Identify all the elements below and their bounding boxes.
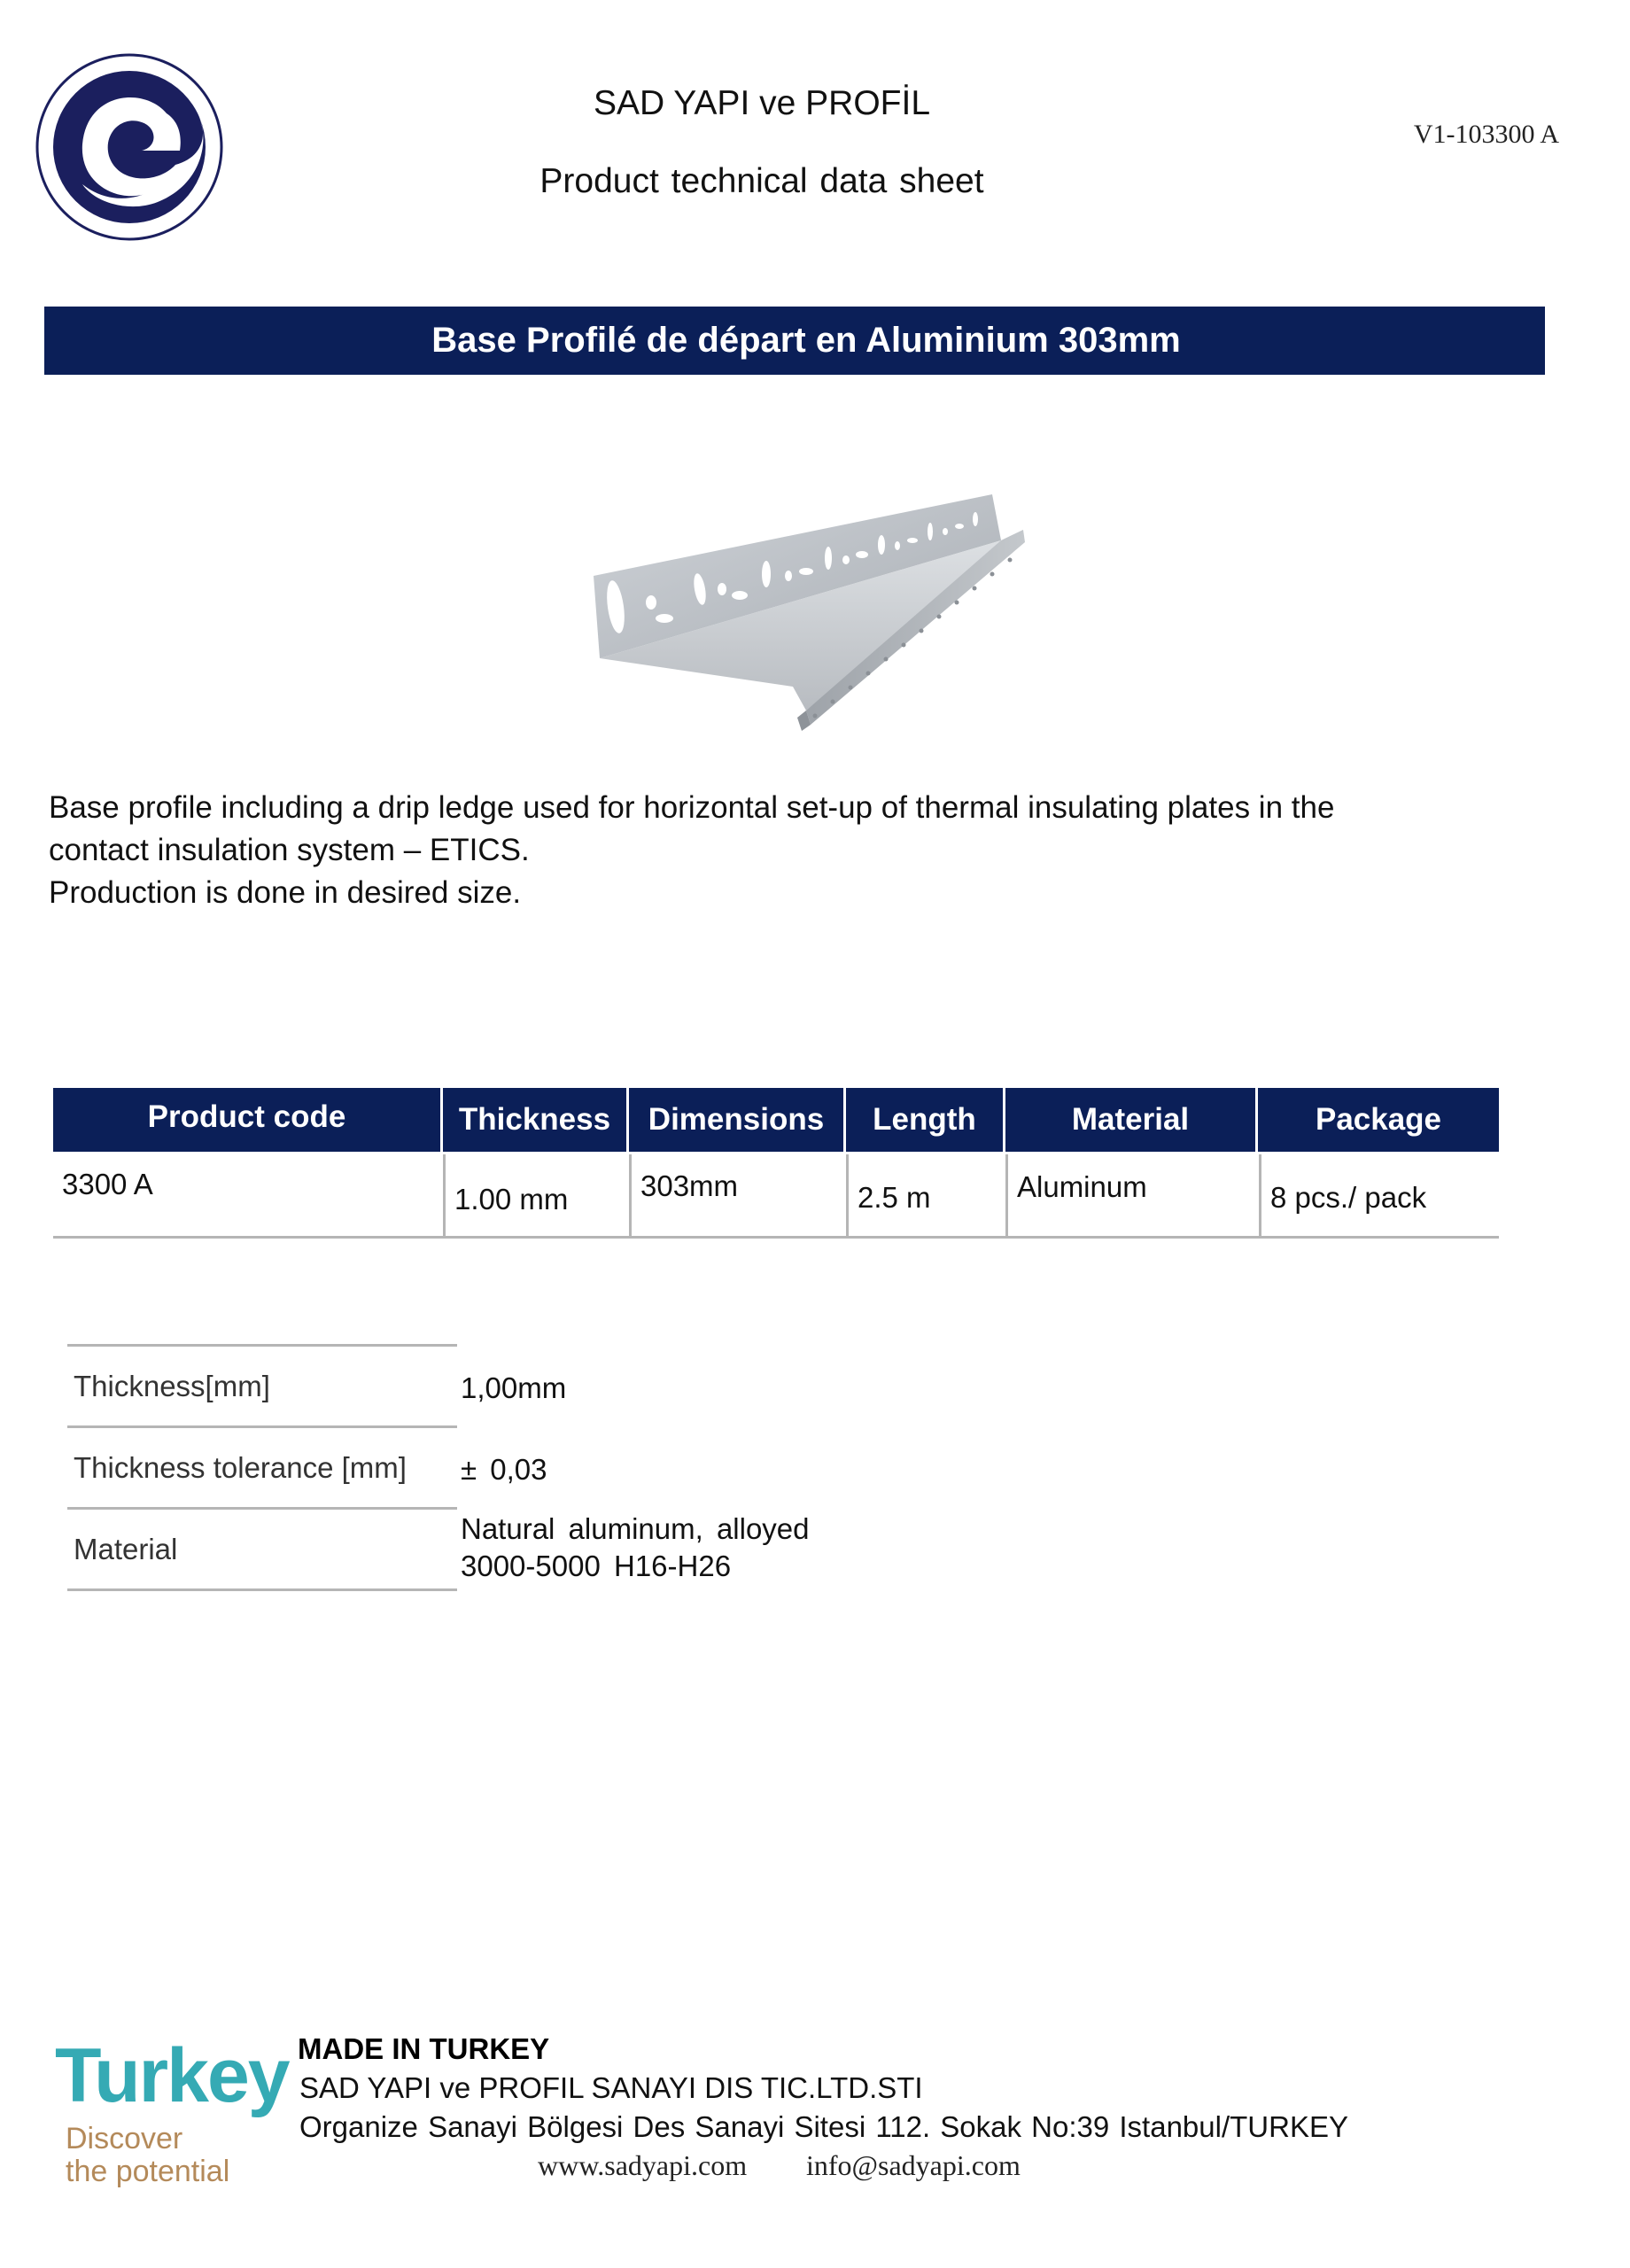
turkey-logo-text: Turkey (55, 2033, 289, 2118)
cell-package (1261, 1154, 1499, 1236)
company-logo-icon (34, 51, 225, 243)
property-row (67, 1425, 953, 1507)
header-length: Length (846, 1088, 1005, 1152)
cell-text: 3300 A (62, 1168, 153, 1200)
cell-text: 2.5 m (858, 1181, 931, 1214)
product-title: Base Profilé de départ en Aluminium 303mm (431, 321, 1181, 360)
footer-address: Organize Sanayi Bölgesi Des Sanayi Sitesi 112. Sokak No:39 Istanbul/TURKEY (299, 2110, 1348, 2143)
cell-text: Aluminum (1017, 1170, 1147, 1203)
header-product-code: Product code (53, 1088, 443, 1152)
document-subtitle: Product technical data sheet (539, 162, 984, 200)
header-package: Package (1315, 1102, 1442, 1137)
turkey-brand-logo (53, 2029, 292, 2193)
turkey-slogan-line: the potential (66, 2155, 230, 2188)
property-label: Material (67, 1507, 457, 1588)
property-value-line: 3000-5000 H16-H26 (461, 1550, 732, 1582)
cell-text: 1.00 mm (454, 1183, 569, 1216)
cell-text: 303mm (640, 1169, 739, 1202)
property-value: 1,00mm (461, 1371, 567, 1404)
cell-dimensions (632, 1154, 849, 1236)
description-line: Base profile including a drip ledge used for horizontal set-up of thermal insulating plates in the (49, 790, 1335, 825)
made-in-label: MADE IN TURKEY (298, 2032, 550, 2065)
divider (67, 1588, 457, 1591)
table-row (53, 1154, 1499, 1239)
cell-text: 8 pcs./ pack (1270, 1181, 1427, 1214)
product-description (49, 787, 1510, 914)
footer-company-name: SAD YAPI ve PROFIL SANAYI DIS TIC.LTD.STI (299, 2071, 923, 2104)
company-name: SAD YAPI ve PROFİL (593, 84, 931, 122)
property-row (67, 1507, 953, 1588)
turkey-slogan-line: Discover (66, 2122, 183, 2155)
product-title-bar (44, 307, 1545, 375)
cell-length (849, 1154, 1008, 1236)
property-row (67, 1344, 953, 1425)
cell-material (1008, 1154, 1261, 1236)
header-thickness: Thickness (443, 1088, 629, 1152)
website-link[interactable]: www.sadyapi.com (538, 2149, 748, 2181)
property-value-line: Natural aluminum, alloyed (461, 1512, 810, 1545)
cell-thickness (446, 1154, 632, 1236)
table-header-row (53, 1088, 1499, 1152)
description-line: contact insulation system – ETICS. (49, 833, 530, 867)
description-line: Production is done in desired size. (49, 875, 522, 910)
header-material: Material (1005, 1088, 1258, 1152)
property-label: Thickness[mm] (67, 1344, 457, 1425)
product-image (483, 390, 1059, 744)
header-dimensions: Dimensions (629, 1088, 846, 1152)
cell-product-code (53, 1154, 446, 1236)
property-value (461, 1507, 957, 1588)
property-value: ± 0,03 (461, 1453, 547, 1486)
document-code: V1-103300 A (1413, 120, 1559, 149)
email-link[interactable]: info@sadyapi.com (806, 2149, 1021, 2181)
property-label: Thickness tolerance [mm] (67, 1425, 457, 1507)
